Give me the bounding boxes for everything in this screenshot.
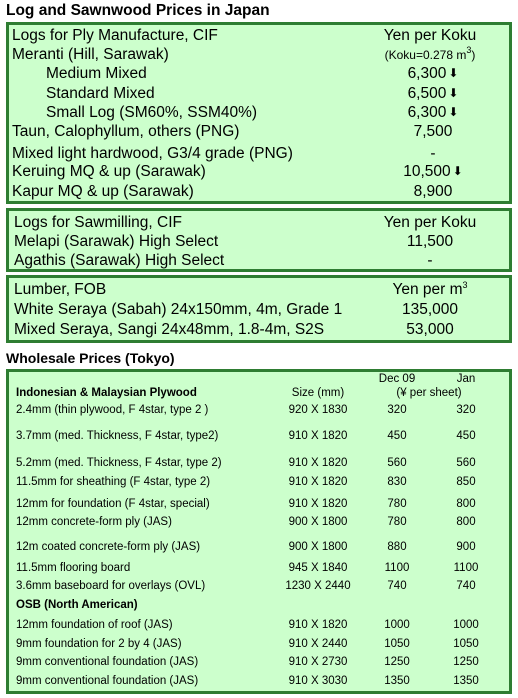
lumber-row-price: 135,000 <box>401 301 459 318</box>
ws-row-dec: 560 <box>387 457 407 469</box>
col-jan-header: Jan <box>456 373 476 385</box>
ws-row-label: 12m coated concrete-form ply (JAS) <box>16 541 201 553</box>
price-value: 7,500 <box>413 123 453 140</box>
ws-row-size: 910 X 2440 <box>288 638 348 650</box>
ws-row-dec: 320 <box>387 404 407 416</box>
ws-row-dec: 1050 <box>384 638 410 650</box>
ws-row-size: 910 X 2730 <box>288 656 348 668</box>
ws-row-dec: 1100 <box>384 562 410 574</box>
down-arrow-icon: ⬇ <box>452 164 463 178</box>
ply-row-label: Small Log (SM60%, SSM40%) <box>46 104 258 121</box>
price-value: - <box>430 145 436 162</box>
ws-row-size: 910 X 1820 <box>288 498 348 510</box>
ws-row-size: 900 X 1800 <box>288 516 348 528</box>
page-title: Log and Sawnwood Prices in Japan <box>6 2 270 19</box>
ply-header-label: Logs for Ply Manufacture, CIF <box>12 27 218 44</box>
koku-note-text: (Koku=0.278 m <box>384 48 467 62</box>
lumber-header-label: Lumber, FOB <box>14 281 107 298</box>
ws-row-dec: 780 <box>387 498 407 510</box>
ply-header-unit: Yen per Koku <box>383 27 477 44</box>
saw-row-label: Melapi (Sarawak) High Select <box>14 233 219 250</box>
ws-row-size: 910 X 1820 <box>288 619 348 631</box>
ws-row-size: 910 X 1820 <box>288 476 348 488</box>
ws-row-jan: 560 <box>456 457 476 469</box>
ply-row-label: Medium Mixed <box>46 65 147 82</box>
lumber-header-unit <box>362 280 498 299</box>
ws-row-jan: 800 <box>456 498 476 510</box>
ply-row-price <box>372 144 494 163</box>
ply-row-label: Mixed light hardwood, G3/4 grade (PNG) <box>12 145 293 162</box>
price-value: 6,500 <box>407 85 447 102</box>
ws-row-size: 910 X 1820 <box>288 457 348 469</box>
price-value: 6,300 <box>407 65 447 82</box>
ply-row-price <box>372 182 494 201</box>
saw-row-price: - <box>427 252 433 269</box>
ply-row-label: Standard Mixed <box>46 85 155 102</box>
ws-row-dec: 450 <box>387 430 407 442</box>
ws-row-label: 3.6mm baseboard for overlays (OVL) <box>16 580 206 592</box>
ws-row-dec: 830 <box>387 476 407 488</box>
ws-row-label: 9mm foundation for 2 by 4 (JAS) <box>16 638 182 650</box>
koku-note-close: ) <box>471 48 476 62</box>
ply-row-price <box>372 122 494 141</box>
lumber-row-label: Mixed Seraya, Sangi 24x48mm, 1.8-4m, S2S <box>14 321 325 338</box>
ply-row-label: Kapur MQ & up (Sarawak) <box>12 183 194 200</box>
ws-row-label: 11.5mm for sheathing (F 4star, type 2) <box>16 476 211 488</box>
ws-row-dec: 1250 <box>384 656 410 668</box>
ply-row-price <box>372 103 494 123</box>
wholesale-title: Wholesale Prices (Tokyo) <box>6 350 175 366</box>
lumber-unit-sup: 3 <box>462 279 468 290</box>
ply-row-price <box>372 84 494 104</box>
ws-row-jan: 1250 <box>453 656 479 668</box>
lumber-row-label: White Seraya (Sabah) 24x150mm, 4m, Grade 1 <box>14 301 343 318</box>
ws-row-dec: 880 <box>387 541 407 553</box>
ply-row-price <box>372 64 494 84</box>
ply-row-price <box>372 162 494 182</box>
ws-row-jan: 900 <box>456 541 476 553</box>
ws-row-jan: 450 <box>456 430 476 442</box>
price-value: 10,500 <box>403 163 451 180</box>
down-arrow-icon: ⬇ <box>448 66 459 80</box>
ws-row-size: 945 X 1840 <box>288 562 348 574</box>
ws-row-label: 9mm conventional foundation (JAS) <box>16 656 199 668</box>
ws-row-label: 11.5mm flooring board <box>16 562 131 574</box>
ws-row-jan: 320 <box>456 404 476 416</box>
down-arrow-icon: ⬇ <box>448 86 459 100</box>
ws-row-jan: 1050 <box>453 638 479 650</box>
ws-row-jan: 1000 <box>453 619 479 631</box>
ws-row-dec: 740 <box>387 580 407 592</box>
ws-row-label: 5.2mm (med. Thickness, F 4star, type 2) <box>16 457 222 469</box>
ws-row-jan: 850 <box>456 476 476 488</box>
saw-row-label: Agathis (Sarawak) High Select <box>14 252 225 269</box>
ws-row-dec: 1350 <box>384 675 410 687</box>
ws-row-size: 910 X 3030 <box>288 675 348 687</box>
ws-row-dec: 1000 <box>384 619 410 631</box>
ws-row-dec: 780 <box>387 516 407 528</box>
price-value: 8,900 <box>413 183 453 200</box>
ws-row-size: 1230 X 2440 <box>285 580 351 592</box>
ws-row-label: 9mm conventional foundation (JAS) <box>16 675 199 687</box>
koku-note-sup: 3 <box>466 44 472 55</box>
section-plywood-heading: Indonesian & Malaysian Plywood <box>16 387 197 399</box>
ws-row-label: 3.7mm (med. Thickness, F 4star, type2) <box>16 430 219 442</box>
col-dec-header: Dec 09 <box>378 373 416 385</box>
ws-row-jan: 1100 <box>453 562 479 574</box>
ws-row-size: 920 X 1830 <box>288 404 348 416</box>
ply-row-label: Taun, Calophyllum, others (PNG) <box>12 123 240 140</box>
ws-row-jan: 800 <box>456 516 476 528</box>
down-arrow-icon: ⬇ <box>448 105 459 119</box>
saw-row-price: 11,500 <box>406 233 454 250</box>
ws-row-label: 12mm foundation of roof (JAS) <box>16 619 173 631</box>
col-unit-header: (¥ per sheet) <box>396 387 462 399</box>
lumber-row-price: 53,000 <box>406 321 454 338</box>
ws-row-jan: 740 <box>456 580 476 592</box>
ws-row-size: 900 X 1800 <box>288 541 348 553</box>
ws-row-size: 910 X 1820 <box>288 430 348 442</box>
meranti-label: Meranti (Hill, Sarawak) <box>12 46 169 63</box>
ply-row-label: Keruing MQ & up (Sarawak) <box>12 163 206 180</box>
ws-row-label: 12mm for foundation (F 4star, special) <box>16 498 210 510</box>
koku-note <box>362 45 498 65</box>
ws-row-jan: 1350 <box>453 675 479 687</box>
col-size-header: Size (mm) <box>291 387 345 399</box>
section-osb-heading: OSB (North American) <box>16 599 138 611</box>
saw-header-label: Logs for Sawmilling, CIF <box>14 214 182 231</box>
ws-row-label: 2.4mm (thin plywood, F 4star, type 2 ) <box>16 404 209 416</box>
saw-header-unit: Yen per Koku <box>383 214 477 231</box>
ws-row-label: 12mm concrete-form ply (JAS) <box>16 516 172 528</box>
lumber-unit-text: Yen per m <box>392 281 463 298</box>
price-value: 6,300 <box>407 104 447 121</box>
